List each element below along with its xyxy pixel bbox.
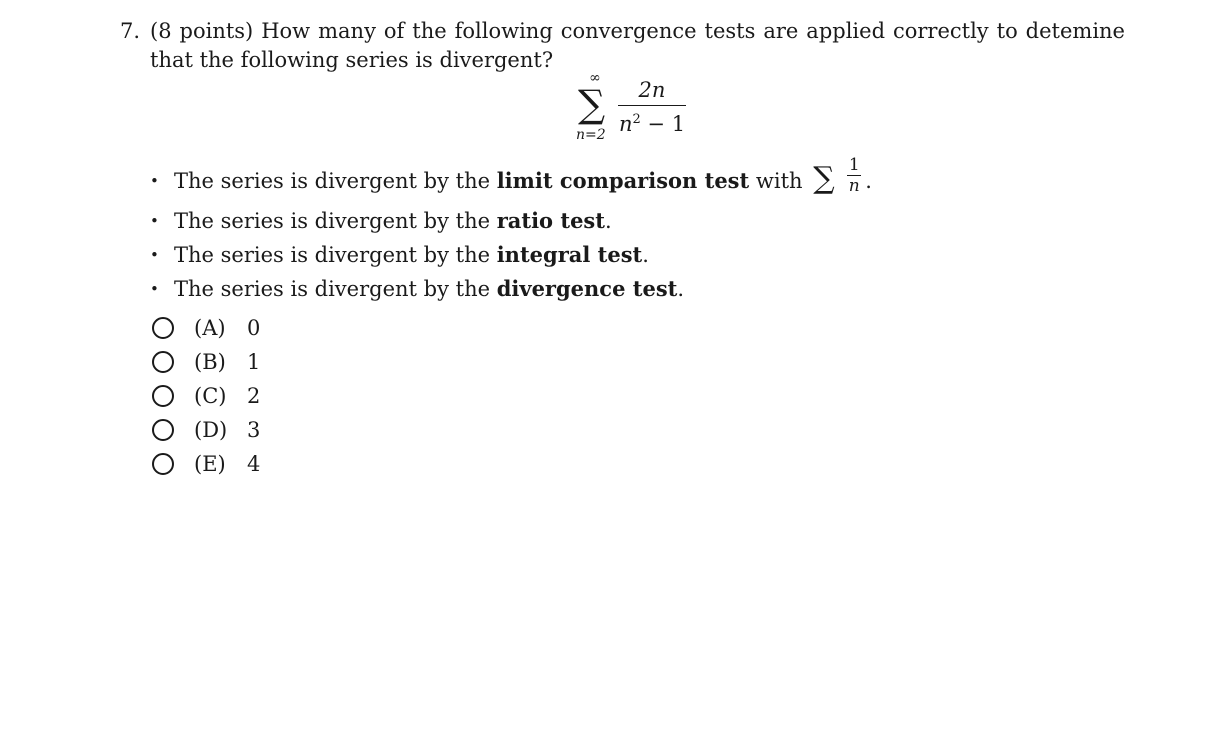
sum-lower-limit: n=2 <box>576 127 606 143</box>
statement-item <box>150 242 649 268</box>
statement-test-name: limit comparison test <box>496 168 750 193</box>
statement-test-name: ratio test <box>496 208 605 233</box>
statement-prefix: The series is divergent by the <box>174 243 497 267</box>
question-number: 7. <box>120 19 141 43</box>
statement-prefix: The series is divergent by the <box>174 209 497 233</box>
series-fraction <box>618 78 686 136</box>
statement-suffix: with <box>749 169 803 193</box>
option-value: 3 <box>247 418 261 442</box>
bullet-icon: • <box>150 246 159 264</box>
denominator-rest: − 1 <box>640 112 686 136</box>
option-value: 1 <box>247 350 261 374</box>
statement-item <box>150 276 684 302</box>
bullet-icon: • <box>150 212 159 230</box>
statement-item <box>150 208 612 234</box>
comparison-series <box>809 155 873 196</box>
radio-button-b[interactable] <box>152 351 174 373</box>
question-prompt: (8 points) How many of the following convergence tests are applied correctly to detemine that the following series is divergent? <box>150 19 1125 72</box>
denominator-exponent: 2 <box>632 112 641 127</box>
statement-end: . <box>865 169 872 193</box>
bullet-icon: • <box>150 172 159 190</box>
sigma-symbol: ∑ <box>578 82 606 126</box>
option-value: 4 <box>247 452 261 476</box>
option-letter: (A) <box>194 316 226 340</box>
option-letter: (D) <box>194 418 228 442</box>
fraction-denominator <box>618 108 686 136</box>
statement-prefix: The series is divergent by the <box>174 169 497 193</box>
fraction-bar <box>618 105 686 106</box>
bullet-icon: • <box>150 280 159 298</box>
option-letter: (E) <box>194 452 226 476</box>
fraction-numerator: 1 <box>848 155 860 175</box>
statement-suffix: . <box>677 277 685 301</box>
radio-button-c[interactable] <box>152 385 174 407</box>
option-value: 2 <box>247 384 261 408</box>
option-value: 0 <box>247 316 261 340</box>
statement-prefix: The series is divergent by the <box>174 277 497 301</box>
statement-suffix: . <box>642 243 649 267</box>
comparison-fraction <box>847 156 861 195</box>
option-letter: (B) <box>194 350 226 374</box>
statement-test-name: divergence test <box>496 276 678 301</box>
radio-button-e[interactable] <box>152 453 174 475</box>
sigma-symbol: ∑ <box>813 161 835 196</box>
statement-item <box>150 155 873 196</box>
option-letter: (C) <box>194 384 227 408</box>
statement-test-name: integral test <box>496 242 643 267</box>
sum-upper-limit: ∞ <box>589 70 601 86</box>
fraction-numerator: 2n <box>638 78 666 102</box>
radio-button-a[interactable] <box>152 317 174 339</box>
denominator-base: n <box>618 112 633 136</box>
radio-button-d[interactable] <box>152 419 174 441</box>
series-expression <box>572 70 692 146</box>
fraction-denominator: n <box>848 176 860 196</box>
statement-suffix: . <box>604 209 612 233</box>
